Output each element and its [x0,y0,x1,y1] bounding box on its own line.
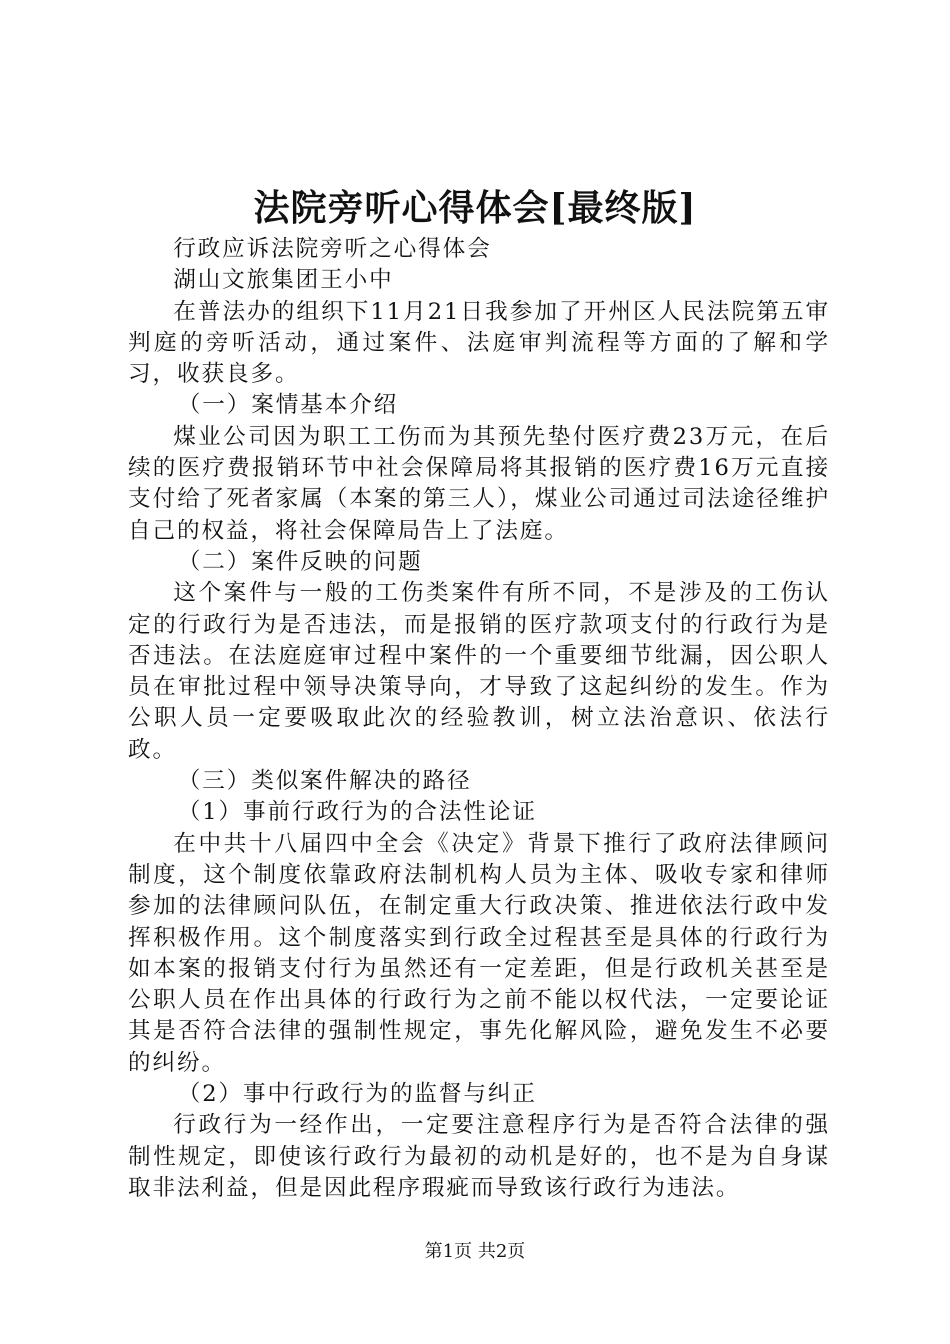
page-title: 法院旁听心得体会[最终版] [253,187,697,229]
paragraph-author: 湖山文旅集团王小中 [173,267,394,294]
document-body [128,234,830,1204]
paragraph-intro: 在普法办的组织下11月21日我参加了开州区人民法院第五审判庭的旁听活动，通过案件、法庭审判流程等方面的了解和学习，收获良多。 [128,298,830,388]
paragraph-supervision: 行政行为一经作出，一定要注意程序行为是否符合法律的强制性规定，即使该行政行为最初的动机是好的，也不是为自身谋取非法利益，但是因此程序瑕疵而导致该行政行为违法。 [128,1112,830,1201]
paragraph-subtitle: 行政应诉法院旁听之心得体会 [173,236,492,262]
section-heading-3: （三）类似案件解决的路径 [177,768,472,795]
section-heading-2: （二）案件反映的问题 [177,548,423,575]
subsection-heading-2: （2）事中行政行为的监督与纠正 [177,1081,537,1108]
subsection-heading-1: （1）事前行政行为的合法性论证 [177,799,537,826]
paragraph-problems: 这个案件与一般的工伤类案件有所不同，不是涉及的工伤认定的行政行为是否违法，而是报销的医疗款项支付的行政行为是否违法。在法庭庭审过程中案件的一个重要细节纰漏，因公职人员在审批过程中领导决策导向，才导致了这起纠纷的发生。作为公职人员一定要吸取此次的经验教训，树立法治意识、依法行政。 [128,580,830,763]
page-footer: 第1页 共2页 [424,1241,526,1262]
section-heading-1: （一）案情基本介绍 [177,392,399,419]
paragraph-case-intro: 煤业公司因为职工工伤而为其预先垫付医疗费23万元，在后续的医疗费报销环节中社会保障局将其报销的医疗费16万元直接支付给了死者家属（本案的第三人），煤业公司通过司法途径维护自己的权益，将社会保障局告上了法庭。 [128,423,830,544]
paragraph-prior-review: 在中共十八届四中全会《决定》背景下推行了政府法律顾问制度，这个制度依靠政府法制机构人员为主体、吸收专家和律师参加的法律顾问队伍，在制定重大行政决策、推进依法行政中发挥积极作用。这个制度落实到行政全过程甚至是具体的行政行为如本案的报销支付行为虽然还有一定差距，但是行政机关甚至是公职人员在作出具体的行政行为之前不能以权代法，一定要论证其是否符合法律的强制性规定，事先化解风险，避免发生不必要的纠纷。 [128,830,830,1076]
